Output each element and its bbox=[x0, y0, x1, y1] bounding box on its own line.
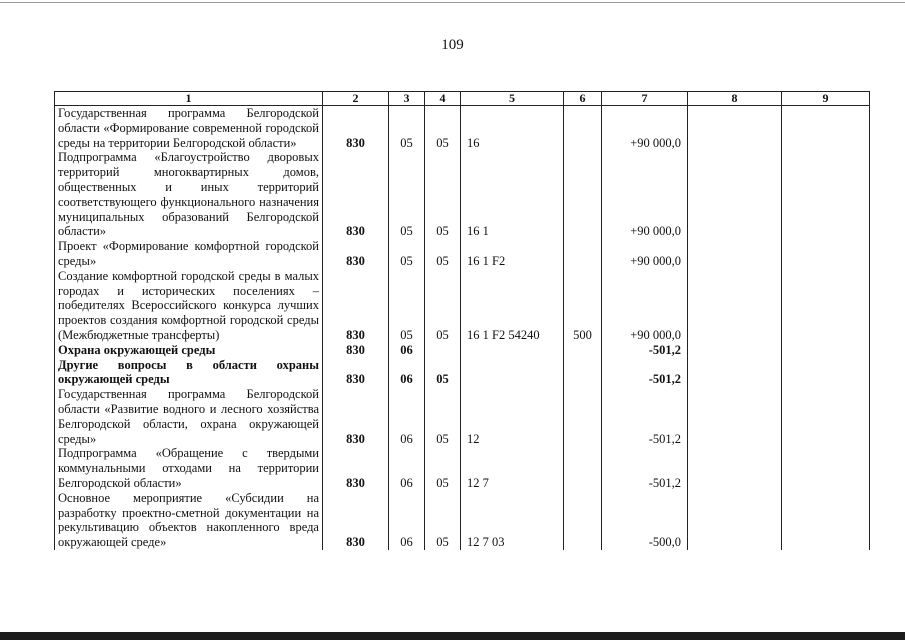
row-col-9 bbox=[782, 150, 870, 239]
row-subsection-code: 05 bbox=[425, 446, 461, 490]
row-target-article: 16 1 F2 bbox=[461, 239, 564, 269]
header-row bbox=[55, 92, 870, 106]
row-amount: -501,2 bbox=[602, 446, 688, 490]
row-subsection-code: 05 bbox=[425, 150, 461, 239]
row-ministry-code: 830 bbox=[323, 106, 389, 151]
table-row bbox=[55, 106, 870, 151]
row-ministry-code: 830 bbox=[323, 491, 389, 550]
row-section-code: 06 bbox=[389, 446, 425, 490]
row-section-code: 05 bbox=[389, 239, 425, 269]
row-subsection-code: 05 bbox=[425, 269, 461, 343]
bottom-scan-band bbox=[0, 632, 905, 640]
page-number: 109 bbox=[441, 37, 464, 53]
table-row bbox=[55, 358, 870, 388]
row-col-9 bbox=[782, 239, 870, 269]
header-col-7: 7 bbox=[602, 92, 688, 106]
row-amount: +90 000,0 bbox=[602, 269, 688, 343]
row-ministry-code: 830 bbox=[323, 269, 389, 343]
header-col-8: 8 bbox=[688, 92, 782, 106]
row-section-code: 06 bbox=[389, 343, 425, 358]
row-target-article: 16 bbox=[461, 106, 564, 151]
row-description: Охрана окружающей среды bbox=[55, 343, 323, 358]
row-target-article: 12 7 03 bbox=[461, 491, 564, 550]
table-row bbox=[55, 239, 870, 269]
row-section-code: 05 bbox=[389, 106, 425, 151]
header-col-3: 3 bbox=[389, 92, 425, 106]
row-col-8 bbox=[688, 343, 782, 358]
row-col-9 bbox=[782, 491, 870, 550]
row-ministry-code: 830 bbox=[323, 358, 389, 388]
row-col-8 bbox=[688, 446, 782, 490]
table-row bbox=[55, 387, 870, 446]
row-ministry-code: 830 bbox=[323, 150, 389, 239]
row-amount: -501,2 bbox=[602, 358, 688, 388]
row-expense-type: 500 bbox=[564, 269, 602, 343]
row-col-8 bbox=[688, 358, 782, 388]
row-col-9 bbox=[782, 387, 870, 446]
table-row bbox=[55, 150, 870, 239]
row-section-code: 06 bbox=[389, 358, 425, 388]
row-target-article: 16 1 F2 54240 bbox=[461, 269, 564, 343]
row-expense-type bbox=[564, 491, 602, 550]
row-section-code: 05 bbox=[389, 150, 425, 239]
header-col-2: 2 bbox=[323, 92, 389, 106]
row-col-9 bbox=[782, 358, 870, 388]
row-target-article bbox=[461, 358, 564, 388]
row-ministry-code: 830 bbox=[323, 239, 389, 269]
row-col-8 bbox=[688, 387, 782, 446]
row-description: Основное мероприятие «Субсидии на разработку проектно-сметной документации на рекультивацию объектов накопленного вреда окружающей среде» bbox=[55, 491, 323, 550]
budget-table bbox=[54, 91, 870, 550]
row-col-8 bbox=[688, 239, 782, 269]
row-expense-type bbox=[564, 150, 602, 239]
row-description: Создание комфортной городской среды в малых городах и исторических поселениях – победителях Всероссийского конкурса лучших проектов создания комфортной городской среды (Межбюджетные трансферты) bbox=[55, 269, 323, 343]
row-expense-type bbox=[564, 106, 602, 151]
row-description: Другие вопросы в области охраны окружающей среды bbox=[55, 358, 323, 388]
row-ministry-code: 830 bbox=[323, 446, 389, 490]
row-subsection-code bbox=[425, 343, 461, 358]
row-subsection-code: 05 bbox=[425, 358, 461, 388]
table-row bbox=[55, 446, 870, 490]
row-col-9 bbox=[782, 446, 870, 490]
row-subsection-code: 05 bbox=[425, 106, 461, 151]
top-scan-rule bbox=[0, 2, 905, 3]
row-target-article: 12 bbox=[461, 387, 564, 446]
row-section-code: 06 bbox=[389, 491, 425, 550]
row-col-9 bbox=[782, 343, 870, 358]
row-target-article: 16 1 bbox=[461, 150, 564, 239]
row-description: Подпрограмма «Благоустройство дворовых территорий многоквартирных домов, общественных и иных территорий соответствующего функционального назначения муниципальных образований Белгородской области» bbox=[55, 150, 323, 239]
row-amount: +90 000,0 bbox=[602, 150, 688, 239]
header-col-5: 5 bbox=[461, 92, 564, 106]
row-amount: +90 000,0 bbox=[602, 239, 688, 269]
row-col-8 bbox=[688, 491, 782, 550]
table-row bbox=[55, 343, 870, 358]
row-expense-type bbox=[564, 239, 602, 269]
row-description: Государственная программа Белгородской области «Формирование современной городской среды на территории Белгородской области» bbox=[55, 106, 323, 151]
row-section-code: 05 bbox=[389, 269, 425, 343]
row-subsection-code: 05 bbox=[425, 387, 461, 446]
row-col-8 bbox=[688, 106, 782, 151]
row-ministry-code: 830 bbox=[323, 387, 389, 446]
table-row bbox=[55, 269, 870, 343]
row-col-8 bbox=[688, 269, 782, 343]
row-expense-type bbox=[564, 358, 602, 388]
row-subsection-code: 05 bbox=[425, 239, 461, 269]
row-col-8 bbox=[688, 150, 782, 239]
table-row bbox=[55, 491, 870, 550]
row-expense-type bbox=[564, 446, 602, 490]
row-subsection-code: 05 bbox=[425, 491, 461, 550]
row-section-code: 06 bbox=[389, 387, 425, 446]
header-col-4: 4 bbox=[425, 92, 461, 106]
row-expense-type bbox=[564, 387, 602, 446]
table-header bbox=[55, 92, 870, 106]
header-col-9: 9 bbox=[782, 92, 870, 106]
row-description: Государственная программа Белгородской области «Развитие водного и лесного хозяйства Белгородской области, охрана окружающей среды» bbox=[55, 387, 323, 446]
row-expense-type bbox=[564, 343, 602, 358]
row-col-9 bbox=[782, 106, 870, 151]
row-description: Подпрограмма «Обращение с твердыми коммунальными отходами на территории Белгородской области» bbox=[55, 446, 323, 490]
row-target-article: 12 7 bbox=[461, 446, 564, 490]
header-col-6: 6 bbox=[564, 92, 602, 106]
row-amount: -501,2 bbox=[602, 387, 688, 446]
row-col-9 bbox=[782, 269, 870, 343]
table-body bbox=[55, 106, 870, 550]
row-amount: -500,0 bbox=[602, 491, 688, 550]
row-target-article bbox=[461, 343, 564, 358]
row-amount: +90 000,0 bbox=[602, 106, 688, 151]
row-description: Проект «Формирование комфортной городской среды» bbox=[55, 239, 323, 269]
row-ministry-code: 830 bbox=[323, 343, 389, 358]
header-col-1: 1 bbox=[55, 92, 323, 106]
row-amount: -501,2 bbox=[602, 343, 688, 358]
